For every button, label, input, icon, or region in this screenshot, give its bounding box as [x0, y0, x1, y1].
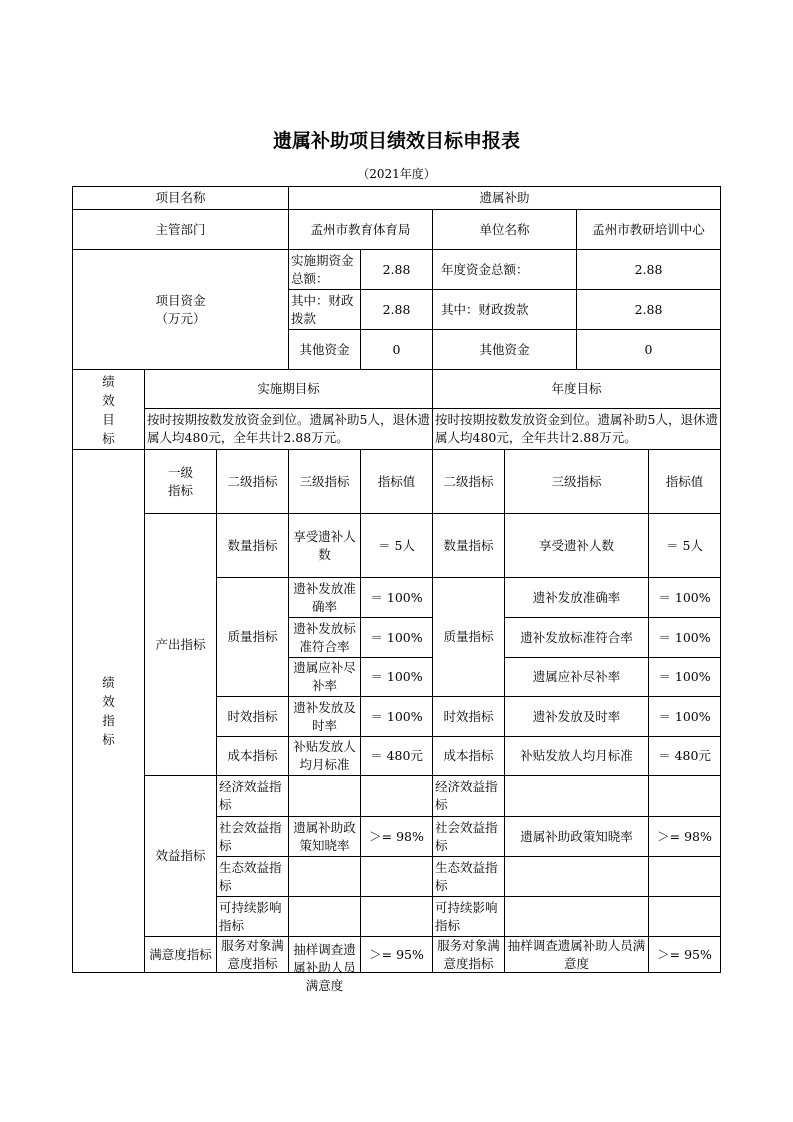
annual-ecological-value	[648, 856, 721, 897]
annual-social-l3: 遗属补助政策知晓率	[504, 816, 649, 857]
annual-timeliness-l3: 遗补发放及时率	[504, 696, 649, 737]
q1-l3: 遗补发放准确率	[288, 577, 361, 618]
annual-funds-label: 年度资金总额：	[432, 249, 577, 290]
dept-value: 孟州市教育体育局	[288, 209, 433, 250]
annual-goal-label: 年度目标	[432, 369, 721, 409]
sustainable-l2: 可持续影响指标	[216, 896, 289, 937]
annual-sustainable-l3	[504, 896, 649, 937]
annual-ecological-l3	[504, 856, 649, 897]
annual-fiscal-label: 其中：财政拨款	[432, 289, 577, 330]
annual-satisfaction-l2: 服务对象满意度指标	[432, 936, 505, 973]
sustainable-value	[360, 896, 433, 937]
dept-label: 主管部门	[72, 209, 289, 250]
annual-cost-l3: 补贴发放人均月标准	[504, 736, 649, 776]
annual-col-level3-header: 三级指标	[504, 449, 649, 514]
timeliness-value: ＝ 100%	[360, 696, 433, 737]
annual-social-l2: 社会效益指标	[432, 816, 505, 857]
annual-timeliness-l2: 时效指标	[432, 696, 505, 737]
economic-l2: 经济效益指标	[216, 775, 289, 817]
annual-quality-l2: 质量指标	[432, 577, 505, 697]
indicators-side-text: 绩效指标	[102, 675, 115, 747]
q2-l3: 遗补发放标准符合率	[288, 617, 361, 658]
annual-timeliness-value: ＝ 100%	[648, 696, 721, 737]
satisfaction-l3: 抽样调查遗属补助人员满意度	[288, 936, 361, 973]
ecological-l2: 生态效益指标	[216, 856, 289, 897]
goals-side-text: 绩效目标	[102, 373, 115, 446]
col-level3-header: 三级指标	[288, 449, 361, 514]
annual-quantity-value: ＝ 5人	[648, 513, 721, 578]
quantity-l2: 数量指标	[216, 513, 289, 578]
annual-q2-value: ＝ 100%	[648, 617, 721, 658]
total-funds-label: 实施期资金总额：	[288, 249, 361, 290]
timeliness-l2: 时效指标	[216, 696, 289, 737]
annual-other-label: 其他资金	[432, 329, 577, 370]
annual-other-value: 0	[576, 329, 721, 370]
annual-cost-value: ＝ 480元	[648, 736, 721, 776]
quantity-l3: 享受遗补人数	[288, 513, 361, 578]
total-funds-value: 2.88	[360, 249, 433, 290]
year-label: （2021年度）	[357, 167, 436, 181]
annual-social-value: ＞= 98%	[648, 816, 721, 857]
annual-col-value-header: 指标值	[648, 449, 721, 514]
indicators-side-label	[72, 449, 145, 973]
annual-sustainable-l2: 可持续影响指标	[432, 896, 505, 937]
economic-l3	[288, 775, 361, 817]
unit-value: 孟州市教研培训中心	[576, 209, 721, 250]
other-funds-value: 0	[360, 329, 433, 370]
social-l2: 社会效益指标	[216, 816, 289, 857]
annual-quantity-l3: 享受遗补人数	[504, 513, 649, 578]
annual-q1-l3: 遗补发放准确率	[504, 577, 649, 618]
annual-quantity-l2: 数量指标	[432, 513, 505, 578]
ecological-l3	[288, 856, 361, 897]
col-level1-header	[144, 449, 217, 514]
social-value: ＞= 98%	[360, 816, 433, 857]
annual-q3-l3: 遗属应补尽补率	[504, 657, 649, 697]
annual-q2-l3: 遗补发放标准符合率	[504, 617, 649, 658]
project-name-label: 项目名称	[72, 186, 289, 210]
timeliness-l3: 遗补发放及时率	[288, 696, 361, 737]
page-title: 遗属补助项目绩效目标申报表	[272, 130, 520, 152]
fiscal-funds-value: 2.88	[360, 289, 433, 330]
annual-economic-l3	[504, 775, 649, 817]
q3-value: ＝ 100%	[360, 657, 433, 697]
annual-funds-value: 2.88	[576, 249, 721, 290]
project-name-value: 遗属补助	[288, 186, 721, 210]
annual-q1-value: ＝ 100%	[648, 577, 721, 618]
q1-value: ＝ 100%	[360, 577, 433, 618]
annual-economic-l2: 经济效益指标	[432, 775, 505, 817]
funds-label	[72, 249, 289, 370]
cost-value: ＝ 480元	[360, 736, 433, 776]
sustainable-l3	[288, 896, 361, 937]
annual-ecological-l2: 生态效益指标	[432, 856, 505, 897]
satisfaction-l2: 服务对象满意度指标	[216, 936, 289, 973]
social-l3: 遗属补助政策知晓率	[288, 816, 361, 857]
cost-l2: 成本指标	[216, 736, 289, 776]
annual-cost-l2: 成本指标	[432, 736, 505, 776]
benefit-indicator-label: 效益指标	[144, 775, 217, 937]
annual-economic-value	[648, 775, 721, 817]
impl-goal-text: 按时按期按数发放资金到位。遗属补助5人，退休遗属人均480元，全年共计2.88万元。	[144, 408, 433, 450]
col-level2-header: 二级指标	[216, 449, 289, 514]
annual-satisfaction-l3: 抽样调查遗属补助人员满意度	[504, 936, 649, 973]
annual-q3-value: ＝ 100%	[648, 657, 721, 697]
goals-side-label	[72, 369, 145, 450]
funds-label-line2: （万元）	[155, 310, 206, 326]
q2-value: ＝ 100%	[360, 617, 433, 658]
impl-goal-label: 实施期目标	[144, 369, 433, 409]
satisfaction-value: ＞= 95%	[360, 936, 433, 973]
cost-l3: 补贴发放人均月标准	[288, 736, 361, 776]
fiscal-funds-label: 其中：财政拨款	[288, 289, 361, 330]
other-funds-label: 其他资金	[288, 329, 361, 370]
unit-label: 单位名称	[432, 209, 577, 250]
quantity-value: ＝ 5人	[360, 513, 433, 578]
annual-fiscal-value: 2.88	[576, 289, 721, 330]
annual-sustainable-value	[648, 896, 721, 937]
satisfaction-indicator-label: 满意度指标	[144, 936, 217, 973]
economic-value	[360, 775, 433, 817]
output-indicator-label: 产出指标	[144, 513, 217, 776]
col-level1-text: 一级指标	[167, 464, 193, 498]
ecological-value	[360, 856, 433, 897]
annual-col-level2-header: 二级指标	[432, 449, 505, 514]
annual-goal-text: 按时按期按数发放资金到位。遗属补助5人，退休遗属人均480元，全年共计2.88万元。	[432, 408, 721, 450]
annual-satisfaction-value: ＞= 95%	[648, 936, 721, 973]
quality-l2: 质量指标	[216, 577, 289, 697]
funds-label-line1: 项目资金	[155, 292, 206, 308]
col-value-header: 指标值	[360, 449, 433, 514]
q3-l3: 遗属应补尽补率	[288, 657, 361, 697]
